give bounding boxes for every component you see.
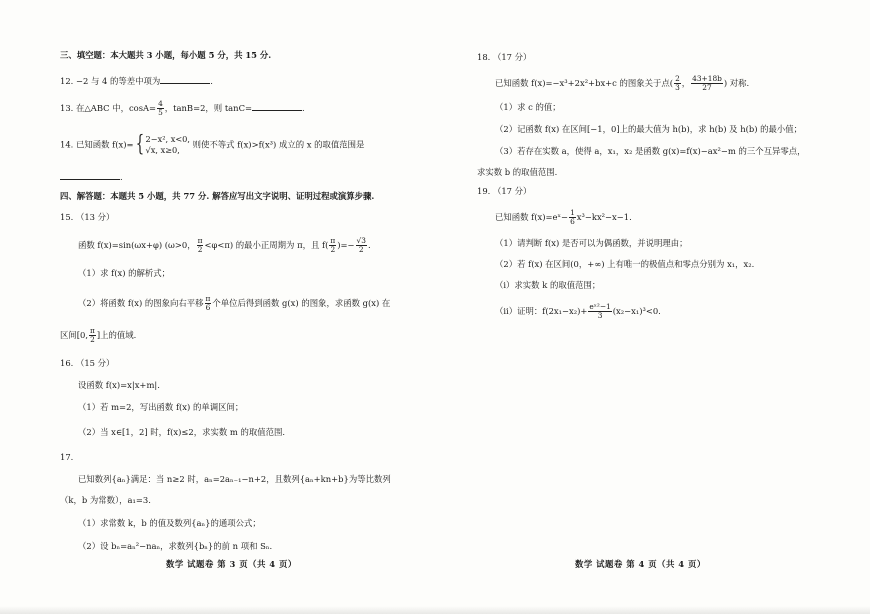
q16-title: 16. （15 分） (60, 358, 115, 368)
fraction-4-5: $\frac{4}{5}$ (158, 99, 163, 117)
q13-answer-blank (252, 101, 302, 111)
q15-stem: 函数 f(x)=sin(ωx+φ) (ω>0， $\frac{\pi}{2}$ <φ<π) 的最小正周期为 π，且 f( $\frac{\pi}{2}$ )=− $\frac{√3}{2}$ . (78, 236, 371, 254)
fraction-pi-2: $\frac{\pi}{2}$ (197, 236, 203, 254)
q17-part-2: （2）设 bₙ=aₙ²−naₙ，求数列{bₙ}的前 n 项和 Sₙ. (78, 541, 273, 551)
q13-text: 13. 在△ABC 中，cosA= (60, 103, 157, 113)
q18-part-2: （2）记函数 f(x) 在区间[−1，0]上的最大值为 h(b)，求 h(b) 及 h(b) 的最小值； (495, 124, 803, 134)
q15-part-2-interval: 区间[0, $\frac{\pi}{2}$ ]上的值域. (60, 326, 137, 344)
q14-answer-blank (60, 170, 120, 180)
q16-part-1: （1）若 m=2，写出函数 f(x) 的单调区间； (78, 402, 244, 412)
q12-answer-blank (160, 74, 210, 84)
q19-title: 19. （17 分） (477, 186, 532, 196)
q19-part-2-i: （i）求实数 k 的取值范围； (495, 280, 601, 290)
q17-stem-1: 已知数列{aₙ}满足：当 n≥2 时，aₙ=2aₙ₋₁−n+2，且数列{aₙ+kn+b}为等比数列 (78, 474, 391, 484)
q15-part-2: （2）将函数 f(x) 的图象向右平移 $\frac{\pi}{6}$ 个单位后得到函数 g(x) 的图象，求函数 g(x) 在 (78, 294, 391, 312)
section-fill-in-header: 三、填空题：本大题共 3 小题，每小题 5 分，共 15 分. (60, 50, 272, 60)
piecewise-brace: { (135, 132, 144, 157)
page-4-footer: 数学 试题卷 第 4 页（共 4 页） (575, 559, 706, 569)
q18-stem: 已知函数 f(x)=−x³+2x²+bx+c 的图象关于点( $\frac{2}{3}$ ， $\frac{43+18b}{27}$ ) 对称. (495, 74, 750, 92)
section-solution-header: 四、解答题：本题共 5 小题，共 77 分. 解答应写出文字说明、证明过程或演算步骤. (60, 191, 375, 201)
q18-part-1: （1）求 c 的值； (495, 102, 561, 112)
fraction-pi-2-interval: $\frac{\pi}{2}$ (90, 326, 95, 344)
q19-part-1: （1）请判断 f(x) 是否可以为偶函数，并说明理由； (495, 238, 688, 248)
page-3-footer: 数学 试题卷 第 3 页（共 4 页） (166, 559, 297, 569)
fraction-e-x2-3: $\frac{\text{eˣ²−1}}{3}$ (589, 302, 611, 320)
q15-part-1: （1）求 f(x) 的解析式； (78, 268, 171, 278)
page-3 (60, 0, 435, 614)
q14-text: 14. 已知函数 f(x)= (60, 139, 134, 150)
paper-bottom-edge (0, 606, 870, 614)
q18-title: 18. （17 分） (477, 52, 532, 62)
q18-part-3-cont: 求实数 b 的取值范围. (477, 167, 558, 177)
q19-part-2: （2）若 f(x) 在区间(0，+∞) 上有唯一的极值点和零点分别为 x₁，x₂. (495, 259, 755, 269)
q14-answer-line: . (60, 170, 123, 183)
page-4 (477, 0, 837, 614)
question-13: 13. 在△ABC 中，cosA= $\frac{4}{5}$ ，tanB=2，则 tanC= . (60, 99, 305, 117)
q19-part-2-ii: （ii）证明：f(2x₁−x₂)+ $\frac{\text{eˣ²−1}}{3}$ (x₂−x₁)³<0. (495, 302, 661, 320)
fraction-sqrt3-2: $\frac{√3}{2}$ (356, 236, 366, 254)
q17-part-1: （1）求常数 k，b 的值及数列{aₙ}的通项公式； (78, 518, 261, 528)
q18-part-3: （3）若存在实数 a，使得 a，x₁，x₂ 是函数 g(x)=f(x)−ax²−m 的三个互异零点， (495, 146, 806, 156)
fraction-pi-2-arg: $\frac{\pi}{2}$ (330, 236, 336, 254)
q16-stem: 设函数 f(x)=x|x+m|. (78, 380, 160, 390)
q19-stem: 已知函数 f(x)=eˣ− $\frac{1}{6}$ x³−kx²−x−1. (495, 208, 632, 226)
fraction-pi-6: $\frac{\pi}{6}$ (205, 294, 211, 312)
fraction-43-18b-27: $\frac{43+18b}{27}$ (692, 74, 722, 92)
q15-title: 15. （13 分） (60, 212, 115, 222)
question-12: 12. −2 与 4 的等差中项为 . (60, 76, 213, 86)
fraction-2-3: $\frac{2}{3}$ (675, 74, 680, 92)
question-14: 14. 已知函数 f(x)={ 2−x², x<0, √x, x≥0, 则使不等式 f(x)>f(x³) 成立的 x 的取值范围是 (60, 132, 365, 157)
q17-stem-2: （k，b 为常数），a₁=3. (60, 495, 151, 505)
q12-text: 12. −2 与 4 的等差中项为 (60, 76, 161, 86)
fraction-1-6: $\frac{1}{6}$ (570, 208, 575, 226)
q17-title: 17. (60, 452, 74, 462)
piecewise-cases: 2−x², x<0, √x, x≥0, (145, 134, 190, 155)
q16-part-2: （2）当 x∈[1，2] 时，f(x)≤2，求实数 m 的取值范围. (78, 427, 286, 437)
